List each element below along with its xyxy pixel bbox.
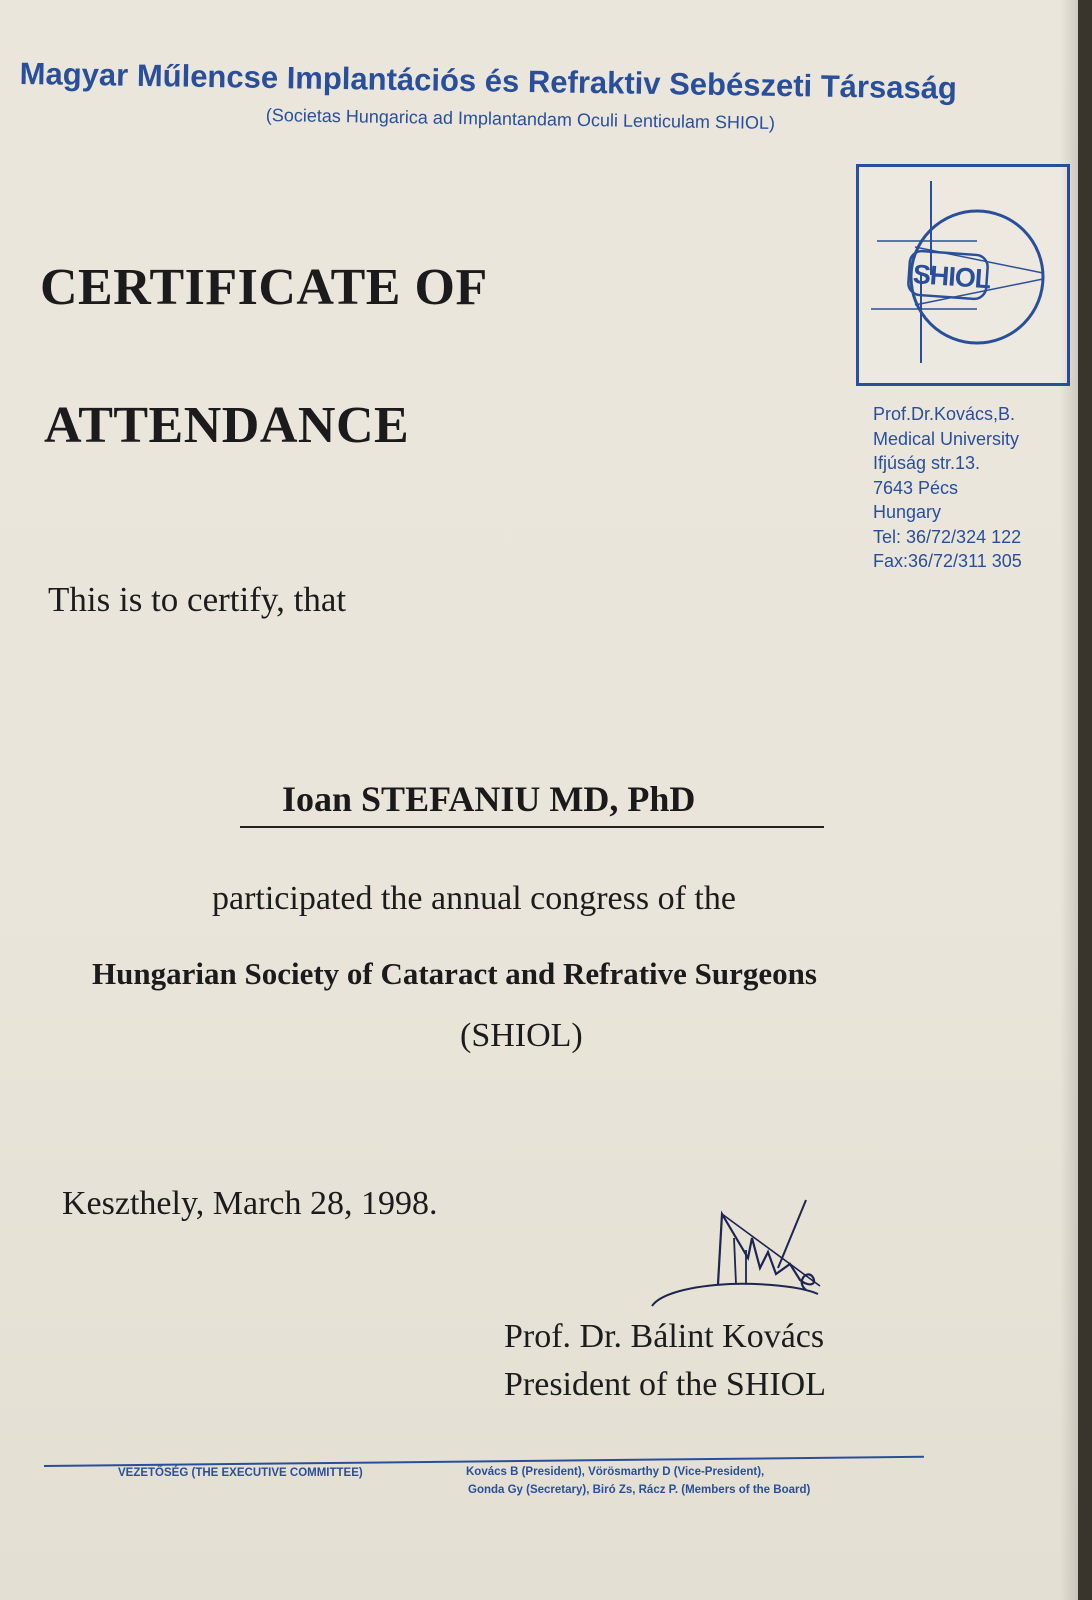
footer-committee-line2: Gonda Gy (Secretary), Biró Zs, Rácz P. (Members of the Board): [468, 1484, 811, 1496]
address-block: [873, 402, 1022, 574]
footer-committee-line1: Kovács B (President), Vörösmarthy D (Vice-President),: [466, 1466, 765, 1478]
address-line: Medical University: [873, 428, 1020, 449]
certificate-title-line2: ATTENDANCE: [44, 397, 410, 454]
certificate-title-line1: CERTIFICATE OF: [40, 259, 488, 316]
name-underline: [240, 826, 824, 828]
certify-text: This is to certify, that: [48, 580, 347, 619]
address-line: Ifjúság str.13.: [873, 453, 981, 473]
signature-icon: [650, 1198, 840, 1318]
address-line: Tel: 36/72/324 122: [873, 526, 1022, 547]
society-name-english: Hungarian Society of Cataract and Refrative Surgeons: [92, 956, 817, 991]
address-line: Prof.Dr.Kovács,B.: [873, 404, 1016, 424]
signatory-name: Prof. Dr. Bálint Kovács: [504, 1318, 825, 1355]
signatory-role: President of the SHIOL: [504, 1366, 827, 1403]
address-line: Fax:36/72/311 305: [873, 551, 1022, 571]
place-and-date: Keszthely, March 28, 1998.: [62, 1185, 438, 1222]
recipient-name: Ioan STEFANIU MD, PhD: [282, 779, 696, 819]
participated-text: participated the annual congress of the: [212, 880, 736, 917]
society-name-hungarian: Magyar Műlencse Implantációs és Refraktiv Sebészeti Társaság: [19, 56, 958, 106]
society-name-latin: (Societas Hungarica ad Implantandam Oculi Lenticulam SHIOL): [265, 105, 776, 133]
address-line: 7643 Pécs: [873, 477, 959, 498]
society-abbreviation: (SHIOL): [460, 1017, 583, 1054]
shiol-logo: [856, 164, 1070, 386]
footer-committee-label: VEZETŐSÉG (THE EXECUTIVE COMMITTEE): [118, 1467, 363, 1479]
address-line: Hungary: [873, 502, 942, 522]
logo-text: SHIOL: [911, 259, 992, 295]
